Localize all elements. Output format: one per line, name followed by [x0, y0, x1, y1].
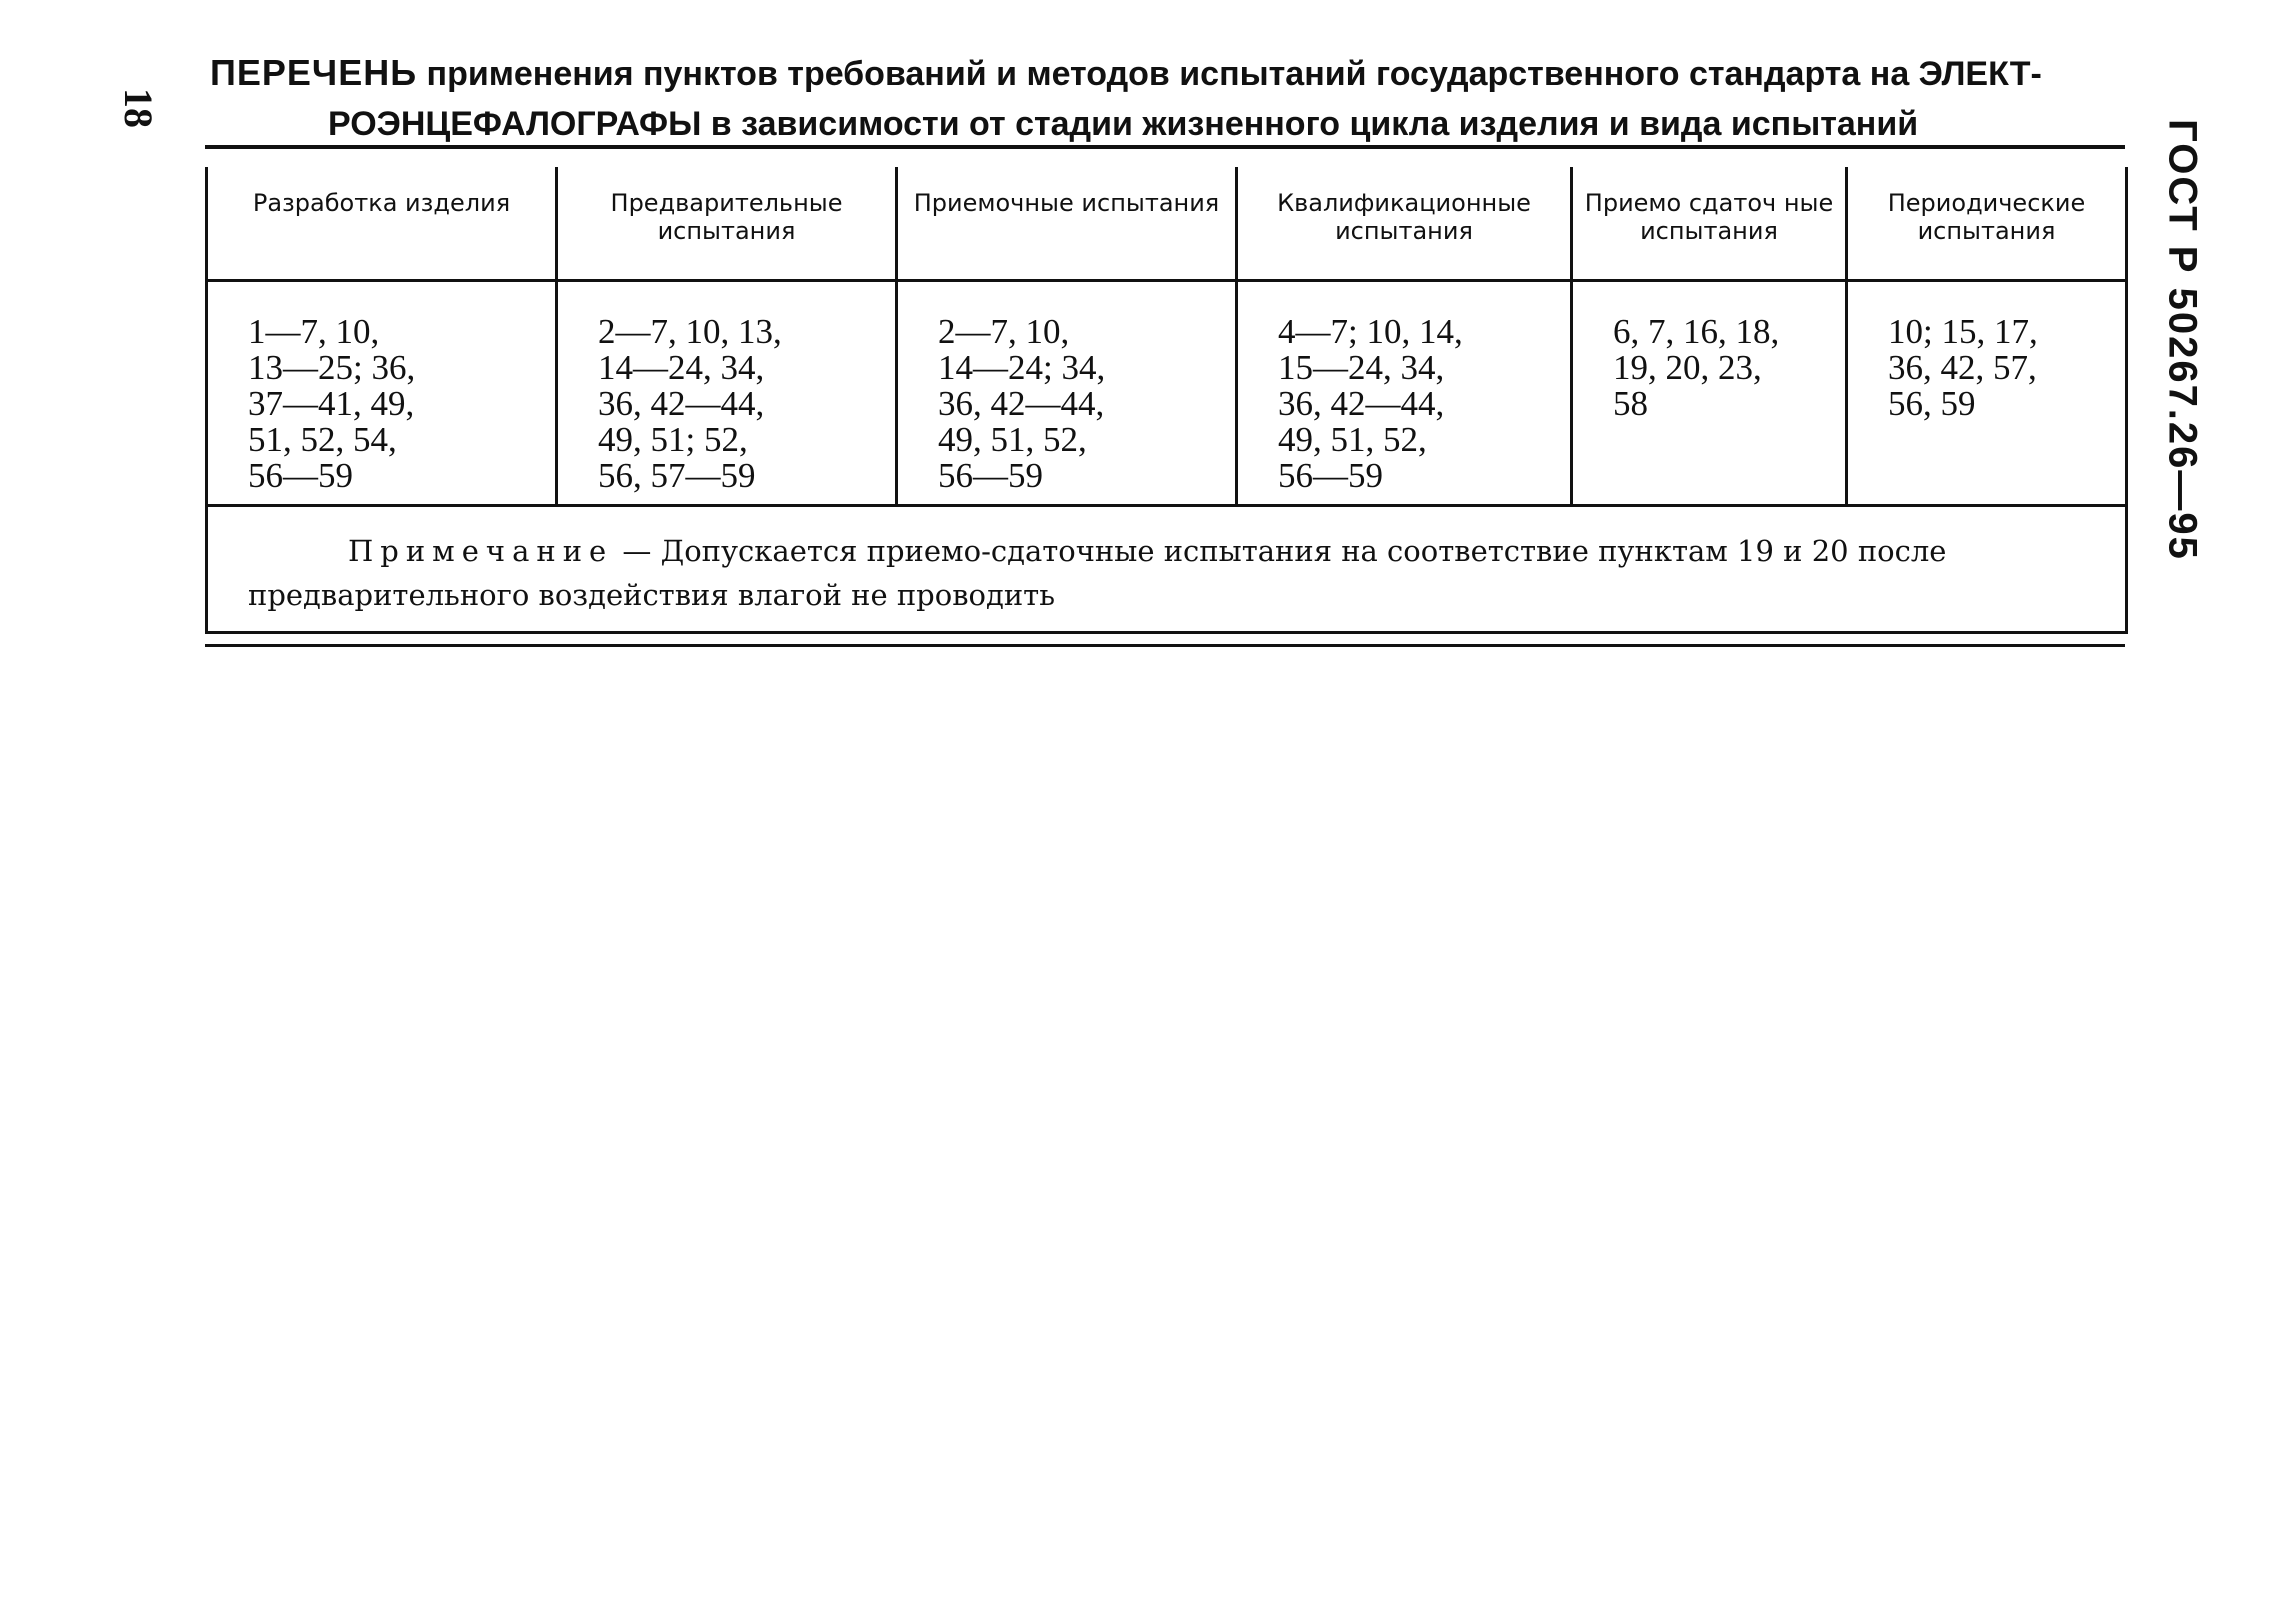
header-preliminary-tests: Предварительные испытания [557, 167, 897, 281]
standard-designation: ГОСТ Р 50267.26—95 [2160, 119, 2205, 561]
title-line-1-rest: применения пунктов требований и методов испытаний государственного стандарта на ЭЛЕКТ- [417, 55, 2042, 93]
table-top-rule [205, 145, 2125, 149]
header-acceptance-tests: Приемочные испытания [897, 167, 1237, 281]
table-row [207, 281, 2127, 506]
title-line-2: РОЭНЦЕФАЛОГРАФЫ в зависимости от стадии жизненного цикла изделия и вида испытаний [328, 105, 1919, 143]
document-title [210, 48, 2110, 149]
title-line-1 [210, 48, 2110, 99]
cell-preliminary-tests: 2—7, 10, 13, 14—24, 34, 36, 42—44, 49, 51; 52, 56, 57—59 [557, 281, 897, 506]
table-note-row [207, 506, 2127, 633]
note-label: Примечание [348, 534, 614, 568]
cell-delivery-tests: 6, 7, 16, 18, 19, 20, 23, 58 [1572, 281, 1847, 506]
cell-periodic-tests: 10; 15, 17, 36, 42, 57, 56, 59 [1847, 281, 2127, 506]
page-number: 18 [116, 88, 161, 128]
note-text: — Допускается приемо-сдаточные испытания на соответствие пунктам 19 и 20 после предварительного воздействия влагой не проводить [248, 534, 1947, 612]
header-qualification-tests: Квалификационные испытания [1237, 167, 1572, 281]
table-bottom-rule [205, 644, 2125, 647]
test-stages-table [205, 167, 2128, 634]
header-periodic-tests: Периодические испытания [1847, 167, 2127, 281]
title-lead: ПЕРЕЧЕНЬ [210, 52, 418, 93]
test-stages-table-container [205, 145, 2125, 647]
cell-qualification-tests: 4—7; 10, 14, 15—24, 34, 36, 42—44, 49, 51, 52, 56—59 [1237, 281, 1572, 506]
table-note [207, 506, 2127, 633]
header-delivery-tests: Приемо сдаточ ные испытания [1572, 167, 1847, 281]
cell-acceptance-tests: 2—7, 10, 14—24; 34, 36, 42—44, 49, 51, 52, 56—59 [897, 281, 1237, 506]
cell-product-development: 1—7, 10, 13—25; 36, 37—41, 49, 51, 52, 54, 56—59 [207, 281, 557, 506]
table-header-row [207, 167, 2127, 281]
header-product-development: Разработка изделия [207, 167, 557, 281]
